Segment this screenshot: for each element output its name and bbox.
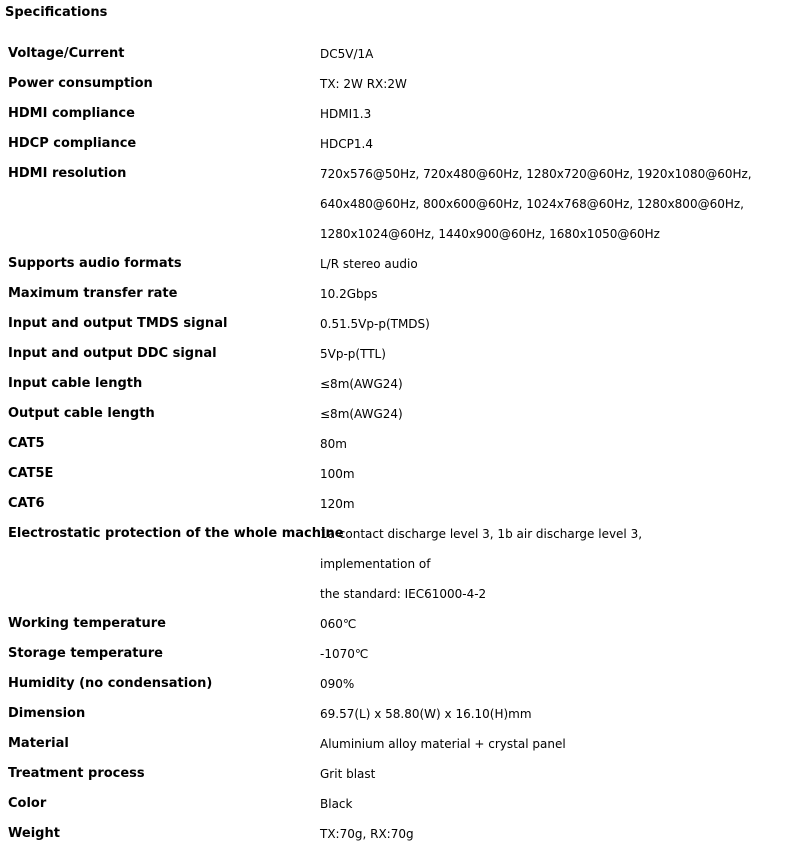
spec-label: HDMI compliance: [8, 106, 135, 121]
spec-value-line: 100m: [320, 467, 355, 481]
spec-value: [320, 429, 808, 459]
spec-value: [320, 69, 808, 99]
spec-value-line: TX:70g, RX:70g: [320, 827, 414, 841]
spec-row: [0, 639, 808, 669]
spec-value: [320, 699, 808, 729]
page-title: Specifications: [5, 5, 108, 20]
spec-row: [0, 39, 808, 69]
spec-value-line: ≤8m(AWG24): [320, 407, 403, 421]
spec-label: Power consumption: [8, 76, 153, 91]
spec-value: [320, 669, 808, 699]
spec-row: [0, 489, 808, 519]
spec-value: [320, 249, 808, 279]
spec-row: [0, 309, 808, 339]
spec-value: [320, 159, 808, 249]
spec-value-line: ≤8m(AWG24): [320, 377, 403, 391]
spec-label: Maximum transfer rate: [8, 286, 178, 301]
spec-row: [0, 519, 808, 609]
spec-row: [0, 699, 808, 729]
spec-row: [0, 459, 808, 489]
spec-value: [320, 729, 808, 759]
spec-value-line: 69.57(L) x 58.80(W) x 16.10(H)mm: [320, 707, 532, 721]
spec-label: Output cable length: [8, 406, 155, 421]
spec-row: [0, 69, 808, 99]
spec-row: [0, 429, 808, 459]
spec-label: Material: [8, 736, 69, 751]
spec-row: [0, 129, 808, 159]
spec-row: [0, 279, 808, 309]
spec-value: [320, 399, 808, 429]
spec-row: [0, 729, 808, 759]
spec-value: [320, 309, 808, 339]
spec-value: [320, 279, 808, 309]
spec-value: [320, 369, 808, 399]
spec-label: CAT5E: [8, 466, 54, 481]
spec-row: [0, 99, 808, 129]
spec-value: [320, 129, 808, 159]
spec-label: Color: [8, 796, 47, 811]
spec-value-line: Black: [320, 797, 353, 811]
spec-label: Weight: [8, 826, 60, 841]
spec-value: [320, 339, 808, 369]
spec-value-line: 0.51.5Vp-p(TMDS): [320, 317, 430, 331]
spec-value: [320, 489, 808, 519]
spec-value: [320, 789, 808, 819]
spec-value-line: 1280x1024@60Hz, 1440x900@60Hz, 1680x1050@60Hz: [320, 227, 660, 241]
spec-label: Input and output DDC signal: [8, 346, 217, 361]
spec-row: [0, 369, 808, 399]
spec-value-line: 10.2Gbps: [320, 287, 378, 301]
spec-value-line: TX: 2W RX:2W: [320, 77, 407, 91]
spec-value-line: 720x576@50Hz, 720x480@60Hz, 1280x720@60Hz, 1920x1080@60Hz,: [320, 167, 752, 181]
spec-value-line: 060℃: [320, 617, 357, 631]
spec-label: Electrostatic protection of the whole machine: [8, 526, 344, 541]
spec-value-line: the standard: IEC61000-4-2: [320, 587, 487, 601]
spec-value-line: 5Vp-p(TTL): [320, 347, 386, 361]
spec-value: [320, 819, 808, 849]
spec-row: [0, 399, 808, 429]
spec-value-line: Grit blast: [320, 767, 376, 781]
spec-label: Treatment process: [8, 766, 145, 781]
spec-value-line: HDMI1.3: [320, 107, 372, 121]
spec-row: [0, 669, 808, 699]
spec-value: [320, 639, 808, 669]
spec-value-line: DC5V/1A: [320, 47, 374, 61]
spec-value: [320, 609, 808, 639]
spec-value-line: implementation of: [320, 557, 431, 571]
spec-label: HDCP compliance: [8, 136, 137, 151]
spec-value-line: 120m: [320, 497, 355, 511]
spec-value: [320, 459, 808, 489]
spec-label: Storage temperature: [8, 646, 163, 661]
spec-row: [0, 759, 808, 789]
specifications-table: [0, 39, 808, 849]
spec-value-line: 640x480@60Hz, 800x600@60Hz, 1024x768@60Hz, 1280x800@60Hz,: [320, 197, 744, 211]
spec-row: [0, 789, 808, 819]
spec-row: [0, 339, 808, 369]
spec-value: [320, 39, 808, 69]
spec-label: Voltage/Current: [8, 46, 125, 61]
spec-value-line: 80m: [320, 437, 347, 451]
spec-row: [0, 819, 808, 849]
spec-value-line: L/R stereo audio: [320, 257, 418, 271]
spec-row: [0, 249, 808, 279]
spec-value: [320, 519, 808, 609]
spec-value-line: Aluminium alloy material + crystal panel: [320, 737, 566, 751]
spec-label: Dimension: [8, 706, 86, 721]
spec-value: [320, 759, 808, 789]
spec-value-line: 1a contact discharge level 3, 1b air discharge level 3,: [320, 527, 643, 541]
spec-value-line: HDCP1.4: [320, 137, 373, 151]
spec-label: CAT5: [8, 436, 45, 451]
spec-label: HDMI resolution: [8, 166, 127, 181]
spec-value-line: -1070℃: [320, 647, 369, 661]
spec-value: [320, 99, 808, 129]
spec-value-line: 090%: [320, 677, 355, 691]
spec-label: Supports audio formats: [8, 256, 182, 271]
spec-label: Humidity (no condensation): [8, 676, 213, 691]
spec-label: Input cable length: [8, 376, 143, 391]
spec-label: Working temperature: [8, 616, 166, 631]
spec-label: Input and output TMDS signal: [8, 316, 228, 331]
spec-row: [0, 159, 808, 249]
spec-label: CAT6: [8, 496, 45, 511]
spec-row: [0, 609, 808, 639]
